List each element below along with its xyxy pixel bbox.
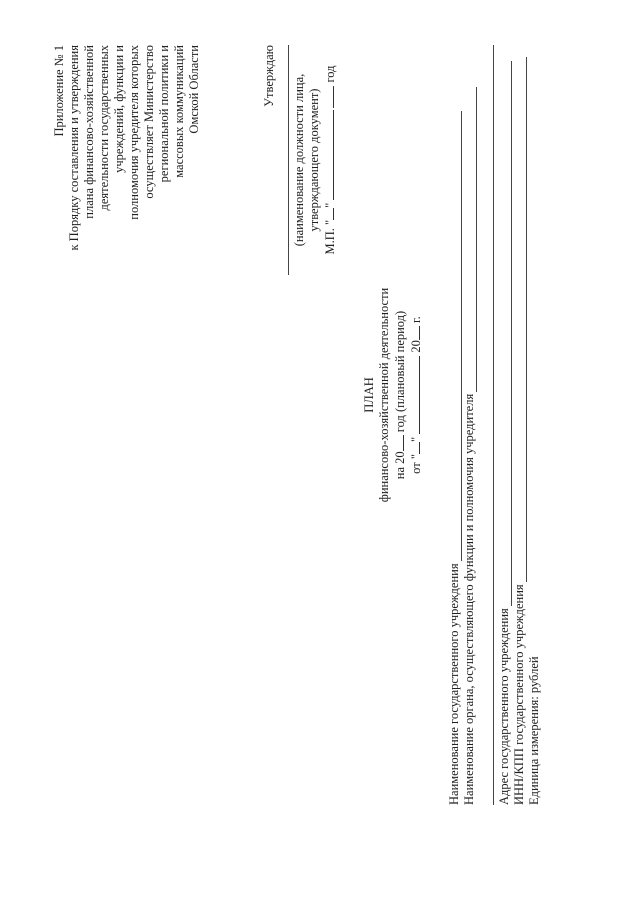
approve-title: Утверждаю	[262, 45, 276, 107]
appendix-block	[52, 45, 202, 285]
year-abbr: г.	[409, 316, 423, 324]
year-suffix: год (плановый период)	[393, 310, 407, 433]
plan-year-row	[392, 185, 408, 605]
appendix-line: к Порядку составления и утверждения	[67, 45, 81, 251]
day-blank	[408, 442, 420, 454]
day-blank	[322, 208, 334, 220]
address-label: Адрес государственного учреждения	[497, 608, 511, 805]
month-blank	[322, 110, 334, 200]
month-blank	[408, 356, 420, 434]
address-field	[497, 61, 512, 805]
stamp-label: М.П.	[323, 228, 337, 255]
appendix-line: массовых коммуникаций	[172, 45, 186, 178]
plan-heading	[362, 185, 424, 605]
signature-line	[288, 45, 289, 275]
appendix-line: Приложение № 1	[52, 45, 66, 137]
plan-date-row	[408, 185, 424, 605]
year-20: 20	[409, 340, 423, 353]
approver-caption-line1: (наименование должности лица,	[292, 73, 306, 247]
institution-name-label: Наименование государственного учреждения	[447, 563, 461, 805]
appendix-line: полномочия учредителя которых	[127, 45, 141, 220]
institution-name-field	[447, 111, 462, 805]
year-prefix: на 20	[393, 451, 407, 480]
quote-open: "	[323, 219, 337, 226]
appendix-line: плана финансово-хозяйственной	[82, 45, 96, 219]
year-word: год	[323, 65, 337, 83]
founder-body-line	[464, 87, 477, 392]
appendix-line: осуществляет Министерство	[142, 45, 156, 199]
date-from: от "	[409, 454, 423, 474]
year-blank	[322, 86, 334, 108]
founder-body-label: Наименование органа, осуществляющего функции и полномочия учредителя	[462, 393, 476, 805]
inn-kpp-line	[514, 57, 527, 582]
founder-body-field	[462, 87, 477, 805]
inn-kpp-label: ИНН/КПП государственного учреждения	[512, 584, 526, 805]
year-blank	[392, 435, 404, 451]
appendix-line: региональной политики и	[157, 45, 171, 183]
address-line	[499, 61, 512, 606]
appendix-line: деятельности государственных	[97, 45, 111, 211]
appendix-line: Омской Области	[187, 45, 201, 134]
approval-date-row	[322, 45, 338, 275]
quote-close: "	[409, 436, 423, 443]
plan-title: ПЛАН	[362, 377, 376, 413]
inn-kpp-field	[512, 57, 527, 805]
quote-close: "	[323, 202, 337, 208]
approver-caption-line2: утверждающего документ)	[307, 88, 321, 232]
plan-subtitle: финансово-хозяйственной деятельности	[377, 287, 391, 503]
year-blank	[408, 326, 420, 340]
divider-line	[493, 45, 494, 805]
approver-caption	[292, 45, 338, 275]
unit-label: Единица измерения: рублей	[527, 656, 541, 805]
appendix-line: учреждений, функции и	[112, 45, 126, 173]
institution-name-line	[449, 111, 462, 561]
